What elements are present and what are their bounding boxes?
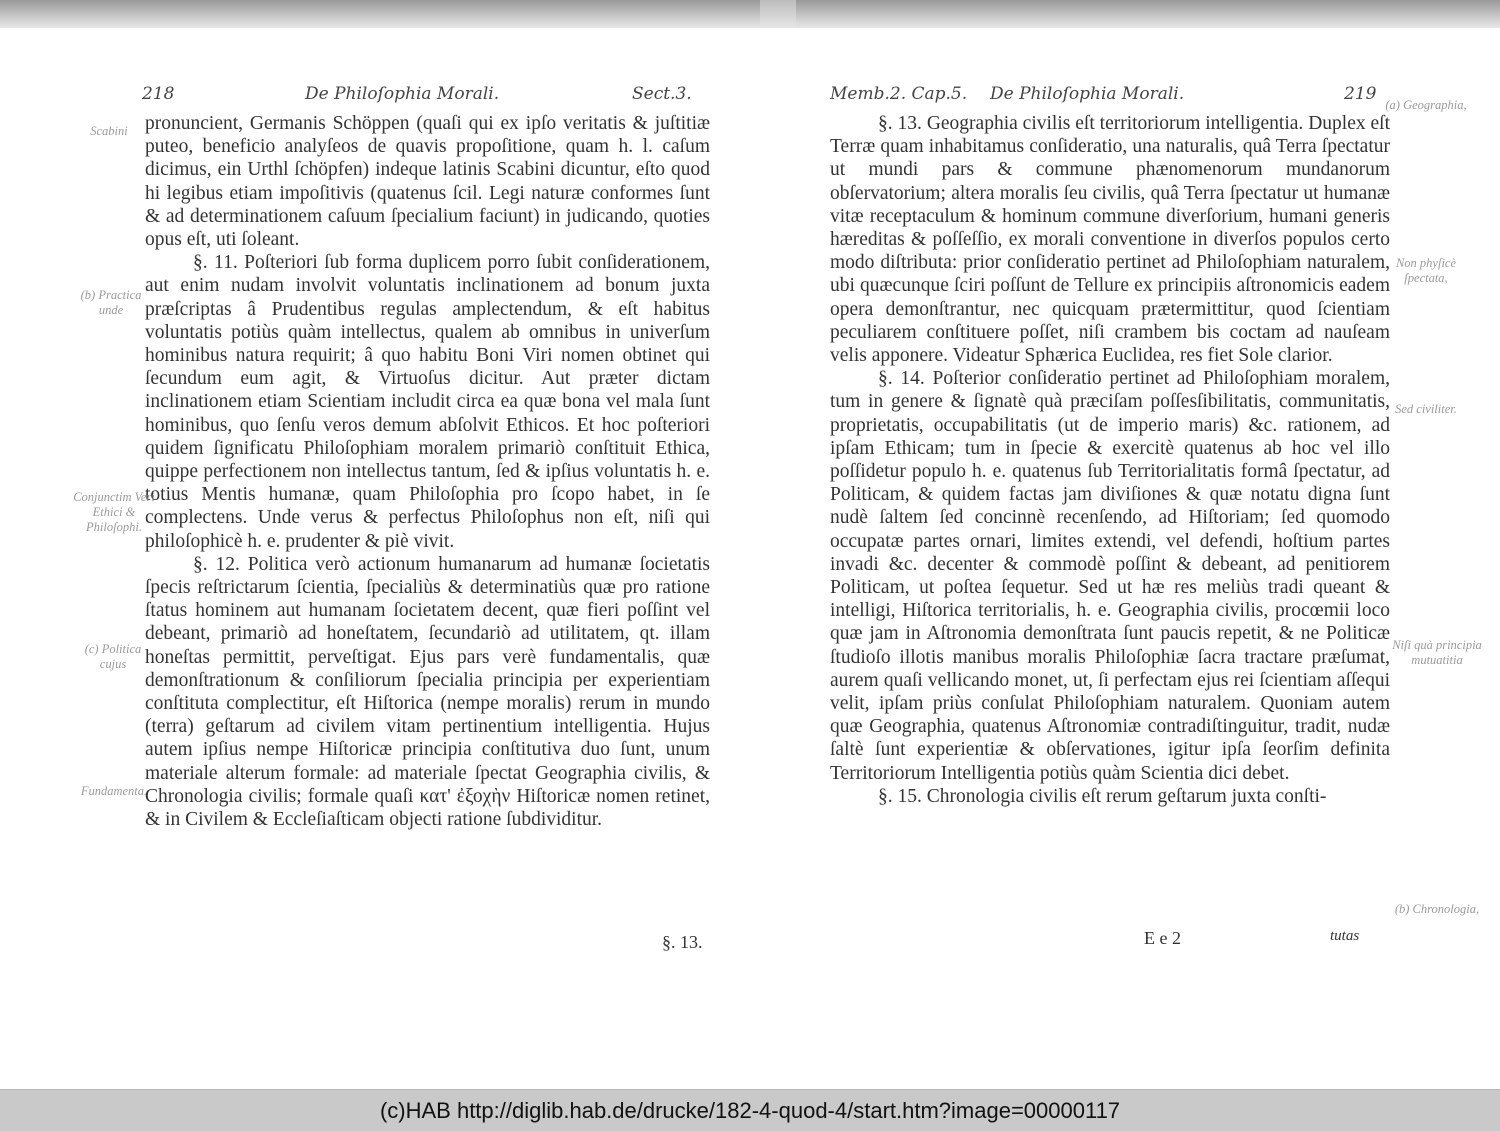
right-catchword: tutas: [1330, 928, 1360, 944]
right-margin-note-5: (b) Chronologia,: [1394, 902, 1480, 916]
right-body-text: [830, 112, 1390, 808]
left-margin-note-4: (c) Politica cujus: [84, 642, 142, 671]
right-paragraph-1: §. 13. Geographia civilis eſt territoriorum intelligentia. Duplex eſt Terræ quam inhabitamus conſideratio, una naturalis, quâ Terra ſpectatur ut mundi pars & commune phænomenorum mundanorum obſervatorium; altera moralis ſeu civilis, quâ Terra ſpectatur ut humanæ vitæ receptaculum & hominum commune diverſorium, humani generis hæreditas & poſſeſſio, ex morali conventione in diverſos populos certo modo diſtributa: prior conſideratio pertinet ad Philoſophiam naturalem, ubi quæcunque ſciri poſſunt de Tellure ex principiis aſtronomicis eadem opera demonſtrantur, nec quicquam prætermittitur, quod ſcientiam peculiarem conſtituere poſſet, niſi crambem bis coctam ad nauſeam velis apponere. Videatur Sphærica Euclidea, res fiet Sole clarior.: [830, 113, 1390, 367]
left-body-text: [145, 112, 710, 831]
book-fold: [760, 0, 796, 28]
scan-top-edge: [0, 0, 1500, 28]
left-catchword: §. 13.: [662, 932, 703, 952]
left-paragraph-2: §. 11. Poſteriori ſub forma duplicem porro ſubit conſiderationem, aut enim nudam involvit voluntatis inclinationem ad bonum juxta præſcriptas â Prudentibus regulas amplectendum, & eſt habitus voluntatis potiùs quàm intellectus, qualem ab omnibus in univerſum hominibus natura requirit; â quo habitu Boni Viri nomen obtinet qui ſecundum eum agit, & Virtuoſus dicitur. Aut præter dictam inclinationem etiam Scientiam includit circa ea quæ bona vel mala ſunt hominibus, quo ſenſu veros demum abſolvit Ethicos. Et hoc poſteriori quidem ſignificatu Philoſophiam moralem primariò conſtituit Ethica, quippe perfectionem non intellectus tantum, ſed & ipſius voluntatis h. e. totius Mentis humanæ, quam Philoſophia pro ſcopo habet, in ſe complectens. Unde verus & perfectus Philoſophus non eſt, niſi qui philoſophicè h. e. prudenter & piè vivit.: [145, 252, 710, 552]
right-paragraph-2: §. 14. Poſterior conſideratio pertinet ad Philoſophiam moralem, tum in genere & ſignatè quà præciſam poſſesſibilitatis, communitatis, proprietatis, occupabilitatis (ut de imperio maris) &c. rationem, ad ipſam Ethicam; tum in ſpecie & exercitè quatenus ab hoc vel illo poſſidetur populo h. e. quatenus ſub Territorialitatis formâ ſpectatur, ad Politicam, & quidem factas jam diviſiones & quæ notatu digna ſunt nudè ſaltem ſed concinnè recenſendo, ad Hiſtoriam; ſed quomodo occupatæ partes ornari, limites extendi, vel defendi, hoſtium partes invadi &c. decenter & commodè poſſint & debeant, ad penitiorem Politicam, ut poſtea ſequetur. Sed ut hæ res meliùs tradi queant & intelligi, Hiſtorica territorialis, h. e. Geographia civilis, procœmii loco quæ jam in Aſtronomia demonſtrata ſunt paucis repetit, & ne Politicæ ſtudioſo illotis manibus moralis Philoſophiæ ſacra tractare præſumat, aurem quaſi vellicando monet, ut, ſi perfectam ejus rei ſcientiam aſſequi velit, ipſam priùs conſulat Philoſophiam naturalem. Quoniam autem quæ Geographia, quatenus Aſtronomiæ contradiſtinguitur, tradit, nudæ ſaltè ſunt experientiæ & obſervationes, igitur ipſa ſeorſim definita Territoriorum Intelligentia potiùs quàm Scientia dici debet.: [830, 368, 1390, 784]
left-running-head: [60, 78, 720, 106]
left-page: [60, 78, 720, 952]
left-paragraph-1: pronuncient, Germanis Schöppen (quaſi qui ex ipſo veritatis & juſtitiæ puteo, beneficio analyſeos de quavis propoſitione, quam h. l. caſum dicimus, ein Urthl ſchöpfen) indeque latinis Scabini dicuntur, eſto quod hi legibus etiam impoſitivis (quatenus ſcil. Legi naturæ conformes ſunt & ad determinationem caſuum ſpecialium faciunt) in judicando, quoties opus eſt, uti ſoleant.: [145, 113, 710, 251]
left-margin-note-2: (b) Practica unde: [80, 288, 142, 317]
left-margin-note-3: Conjunctim Veri Ethici & Philoſophi.: [73, 490, 155, 534]
right-page-number: 219: [1344, 84, 1377, 104]
left-page-number: 218: [142, 84, 175, 104]
copyright-footer: [0, 1089, 1500, 1131]
right-margin-note-1: (a) Geographia,: [1385, 98, 1467, 112]
right-margin-note-4: Niſi quà principia mutuatitia: [1392, 638, 1482, 667]
left-header-section: Sect.3.: [632, 84, 692, 104]
left-margin-note-5: Fundamenta.: [80, 784, 148, 798]
right-paragraph-3: §. 15. Chronologia civilis eſt rerum geſtarum juxta conſti-: [878, 785, 1327, 807]
right-header-title: De Philoſophia Morali.: [990, 84, 1185, 104]
right-page: [822, 78, 1490, 948]
right-margin-note-3: Sed civiliter.: [1395, 402, 1457, 416]
left-margin-note-1: Scabini: [90, 124, 128, 138]
right-header-section: Memb.2. Cap.5.: [830, 84, 968, 104]
left-header-title: De Philoſophia Morali.: [305, 84, 500, 104]
left-paragraph-3: §. 12. Politica verò actionum humanarum ad humanæ ſocietatis ſpecis reſtrictarum ſcientia, ſpecialiùs & determinatiùs quæ pro ratione ſtatus hominem aut humanam ſocietatem decent, quæ fieri poſſint vel debeant, primariò ad honeſtatem, ſecundariò ad utilitatem, qt. illam honeſtas permittit, perveſtigat. Ejus pars verè fundamentalis, quæ demonſtrationum & conſiliorum ſpecialia principia per experientiam conſtituta complectitur, eſt Hiſtorica (nempe moralis) rerum in mundo (terra) geſtarum ad civilem vitam pertinentium intelligentia. Hujus autem ipſius nempe Hiſtoricæ principia conſtitutiva duo ſunt, unum materiale alterum formale: ad materiale ſpectat Geographia civilis, & Chronologia civilis; formale quaſi κατ' ἐξοχὴν Hiſtoricæ nomen retinet, & in Civilem & Eccleſiaſticam objecti ratione ſubdividitur.: [145, 553, 710, 831]
right-margin-note-2: Non phyſicè ſpectata,: [1395, 256, 1457, 285]
right-signature: E e 2: [1144, 928, 1181, 948]
footer-credit-text: (c)HAB http://diglib.hab.de/drucke/182-4-quod-4/start.htm?image=00000117: [379, 1098, 1121, 1123]
